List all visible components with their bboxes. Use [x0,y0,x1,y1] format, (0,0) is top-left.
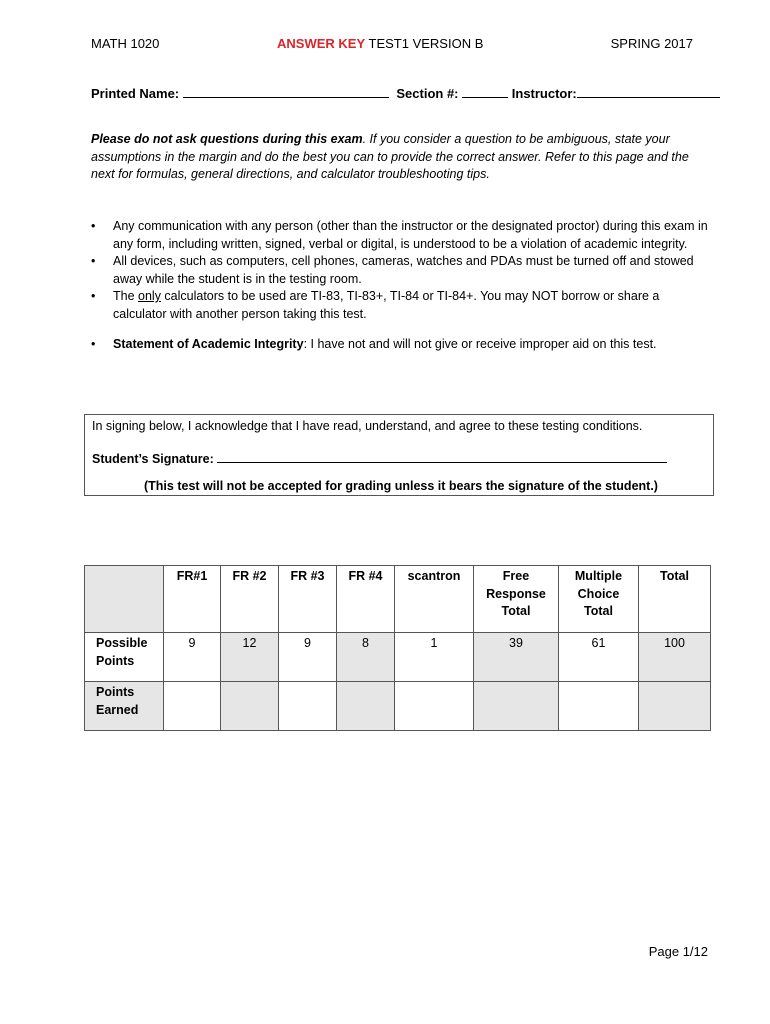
table-row [85,682,711,731]
rules-list [91,218,711,354]
table-header-row [85,566,711,633]
page-number: Page 1/12 [648,944,708,959]
possible-free-response-total: 39 [474,633,559,682]
test-version: TEST1 VERSION B [365,36,484,51]
calc-pre: The [113,289,139,303]
rule-communication: Any communication with any person (other than the instructor or the designated proctor) during this exam in any form, including written, signed, verbal or digital, is understood to be a violation of academic integrity. [113,219,708,251]
header-total: Total [639,566,711,633]
bullet-icon: • [91,254,96,268]
earned-fr4[interactable] [337,682,395,731]
signature-warning: (This test will not be accepted for grading unless it bears the signature of the student.) [144,479,658,493]
row-label-points-earned [85,682,164,731]
header-multiple-choice-total [559,566,639,633]
rule-calculators [113,289,659,321]
table-row [85,633,711,682]
score-table [84,565,711,731]
earned-fr1[interactable] [164,682,221,731]
header-line: Total [501,604,531,618]
exam-title [277,36,483,51]
row-label-line: Earned [96,702,139,717]
printed-name-field[interactable] [183,84,389,98]
term: SPRING 2017 [610,36,693,51]
row-label-line: Points [96,653,135,668]
corner-cell [85,566,164,633]
possible-fr2: 12 [221,633,279,682]
list-item [91,288,711,323]
instructions-text: . If you consider a question to be ambiguous, state your assumptions in the margin and do the best you can to provide the correct answer. Refer to this page and the next for formulas, general directions, and calculator troubleshooting tips. [91,132,689,181]
integrity-text: : I have not and will not give or receive improper aid on this test. [303,337,657,351]
answer-key-label: ANSWER KEY [277,36,366,51]
calc-post: calculators to be used are TI-83, TI-83+, TI-84 or TI-84+. You may NOT borrow or share a calculator with another person taking this test. [113,289,660,321]
signature-field[interactable] [217,449,667,463]
earned-fr2[interactable] [221,682,279,731]
integrity-label: Statement of Academic Integrity [113,337,304,351]
rule-integrity [113,337,657,351]
row-label-possible-points [85,633,164,682]
course-code: MATH 1020 [91,36,160,51]
header-fr4: FR #4 [337,566,395,633]
header-line: Multiple [574,569,623,583]
earned-multiple-choice-total[interactable] [559,682,639,731]
earned-fr3[interactable] [279,682,337,731]
instructions-lead: Please do not ask questions during this exam [91,132,363,146]
header-fr3: FR #3 [279,566,337,633]
possible-scantron: 1 [395,633,474,682]
section-field[interactable] [462,84,508,98]
header-fr2: FR #2 [221,566,279,633]
signature-label: Student’s Signature: [92,452,214,466]
list-item [91,253,711,288]
instructor-label: Instructor: [511,86,577,101]
possible-total: 100 [639,633,711,682]
list-item [91,336,711,354]
header-line: Response [486,586,546,601]
bullet-icon: • [91,219,96,233]
header-free-response-total [474,566,559,633]
instructor-field[interactable] [577,84,720,98]
earned-total[interactable] [639,682,711,731]
acknowledgement-text: In signing below, I acknowledge that I have read, understand, and agree to these testing conditions. [92,419,643,433]
list-item [91,218,711,253]
header-fr1: FR#1 [164,566,221,633]
printed-name-label: Printed Name: [91,86,180,101]
name-line [91,84,720,101]
bullet-icon: • [91,289,96,303]
signature-box [84,414,714,496]
possible-fr1: 9 [164,633,221,682]
row-label-line: Possible [96,636,148,650]
header-line: Choice [577,586,620,601]
possible-multiple-choice-total: 61 [559,633,639,682]
row-label-line: Points [96,685,135,699]
signature-row [92,449,667,466]
header-scantron: scantron [395,566,474,633]
possible-fr4: 8 [337,633,395,682]
possible-fr3: 9 [279,633,337,682]
earned-scantron[interactable] [395,682,474,731]
header-line: Total [584,604,613,618]
calc-only: only [138,289,161,303]
bullet-icon: • [91,337,96,351]
header-line: Free [502,569,530,583]
earned-free-response-total[interactable] [474,682,559,731]
section-label: Section #: [396,86,459,101]
rule-devices: All devices, such as computers, cell phones, cameras, watches and PDAs must be turned off and stowed away while the student is in the testing room. [113,254,694,286]
exam-instructions [91,131,711,184]
